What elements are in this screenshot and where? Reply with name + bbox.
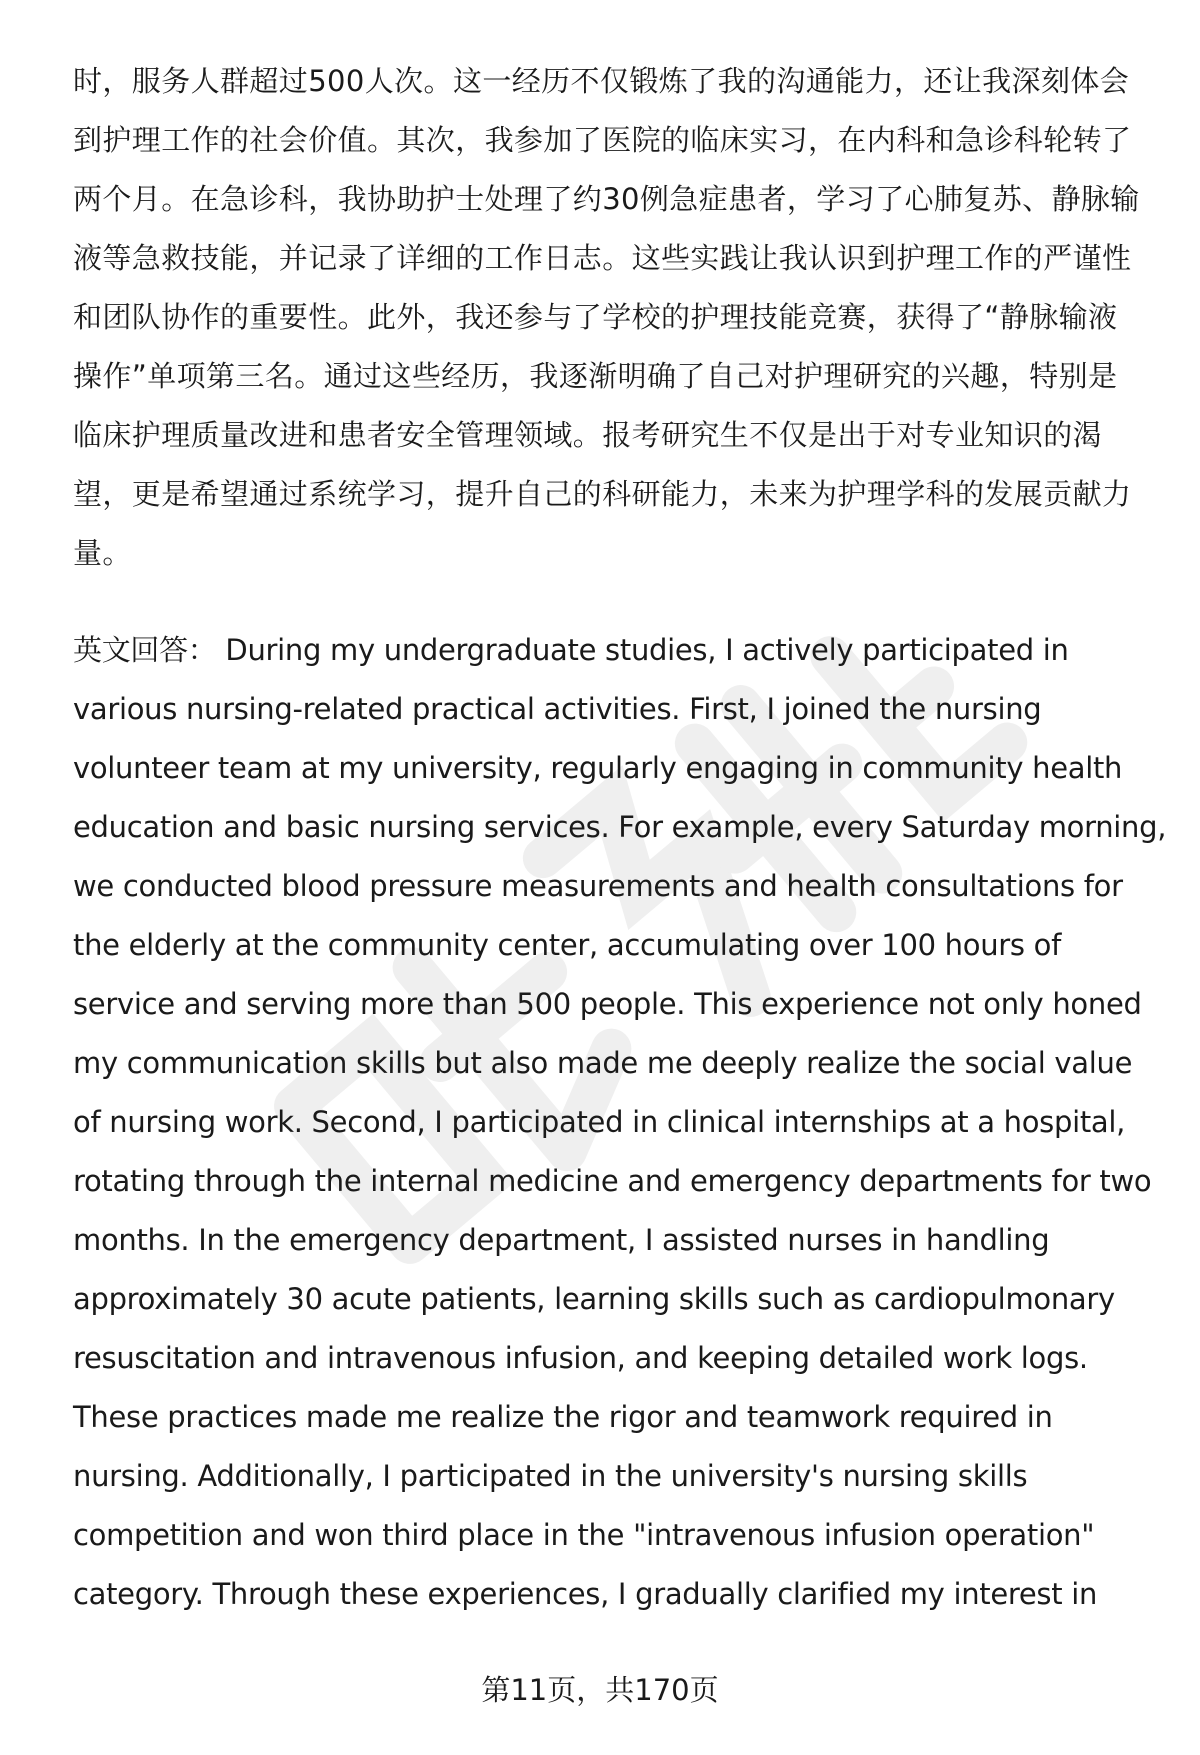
en-line-14: These practices made me realize the rigor and teamwork required in (73, 1400, 1053, 1434)
en-line-10: rotating through the internal medicine and emergency departments for two (73, 1164, 1152, 1198)
zh-line-2: 到护理工作的社会价值。其次，我参加了医院的临床实习，在内科和急诊科轮转了 (73, 123, 1132, 157)
en-line-6: the elderly at the community center, accumulating over 100 hours of (73, 928, 1061, 962)
en-line-16: competition and won third place in the "intravenous infusion operation" (73, 1518, 1095, 1552)
en-line-7: service and serving more than 500 people. This experience not only honed (73, 987, 1142, 1021)
zh-line-5: 和团队协作的重要性。此外，我还参与了学校的护理技能竞赛，获得了“静脉输液 (73, 300, 1118, 334)
en-line-15: nursing. Additionally, I participated in the university's nursing skills (73, 1459, 1028, 1493)
en-line-2: various nursing-related practical activities. First, I joined the nursing (73, 692, 1042, 726)
zh-line-3: 两个月。在急诊科，我协助护士处理了约30例急症患者，学习了心肺复苏、静脉输 (73, 182, 1140, 216)
en-line-17: category. Through these experiences, I gradually clarified my interest in (73, 1577, 1098, 1611)
en-line-9: of nursing work. Second, I participated in clinical internships at a hospital, (73, 1105, 1126, 1139)
en-line-11: months. In the emergency department, I assisted nurses in handling (73, 1223, 1050, 1257)
en-line-8: my communication skills but also made me deeply realize the social value (73, 1046, 1133, 1080)
en-line-4: education and basic nursing services. For example, every Saturday morning, (73, 810, 1167, 844)
zh-line-7: 临床护理质量改进和患者安全管理领域。报考研究生不仅是出于对专业知识的渴 (73, 418, 1103, 452)
en-line-12: approximately 30 acute patients, learning skills such as cardiopulmonary (73, 1282, 1115, 1316)
zh-line-6: 操作”单项第三名。通过这些经历，我逐渐明确了自己对护理研究的兴趣，特别是 (73, 359, 1118, 393)
zh-line-8: 望，更是希望通过系统学习，提升自己的科研能力，未来为护理学科的发展贡献力 (73, 477, 1132, 511)
zh-line-1: 时，服务人群超过500人次。这一经历不仅锻炼了我的沟通能力，还让我深刻体会 (73, 64, 1130, 98)
en-line-13: resuscitation and intravenous infusion, and keeping detailed work logs. (73, 1341, 1088, 1375)
en-line-3: volunteer team at my university, regularly engaging in community health (73, 751, 1123, 785)
zh-line-9: 量。 (73, 536, 132, 570)
en-line-5: we conducted blood pressure measurements and health consultations for (73, 869, 1123, 903)
zh-line-4: 液等急救技能，并记录了详细的工作日志。这些实践让我认识到护理工作的严谨性 (73, 241, 1132, 275)
page-number: 第11页，共170页 (481, 1673, 719, 1707)
en-line-1: 英文回答： During my undergraduate studies, I actively participated in (73, 633, 1069, 667)
